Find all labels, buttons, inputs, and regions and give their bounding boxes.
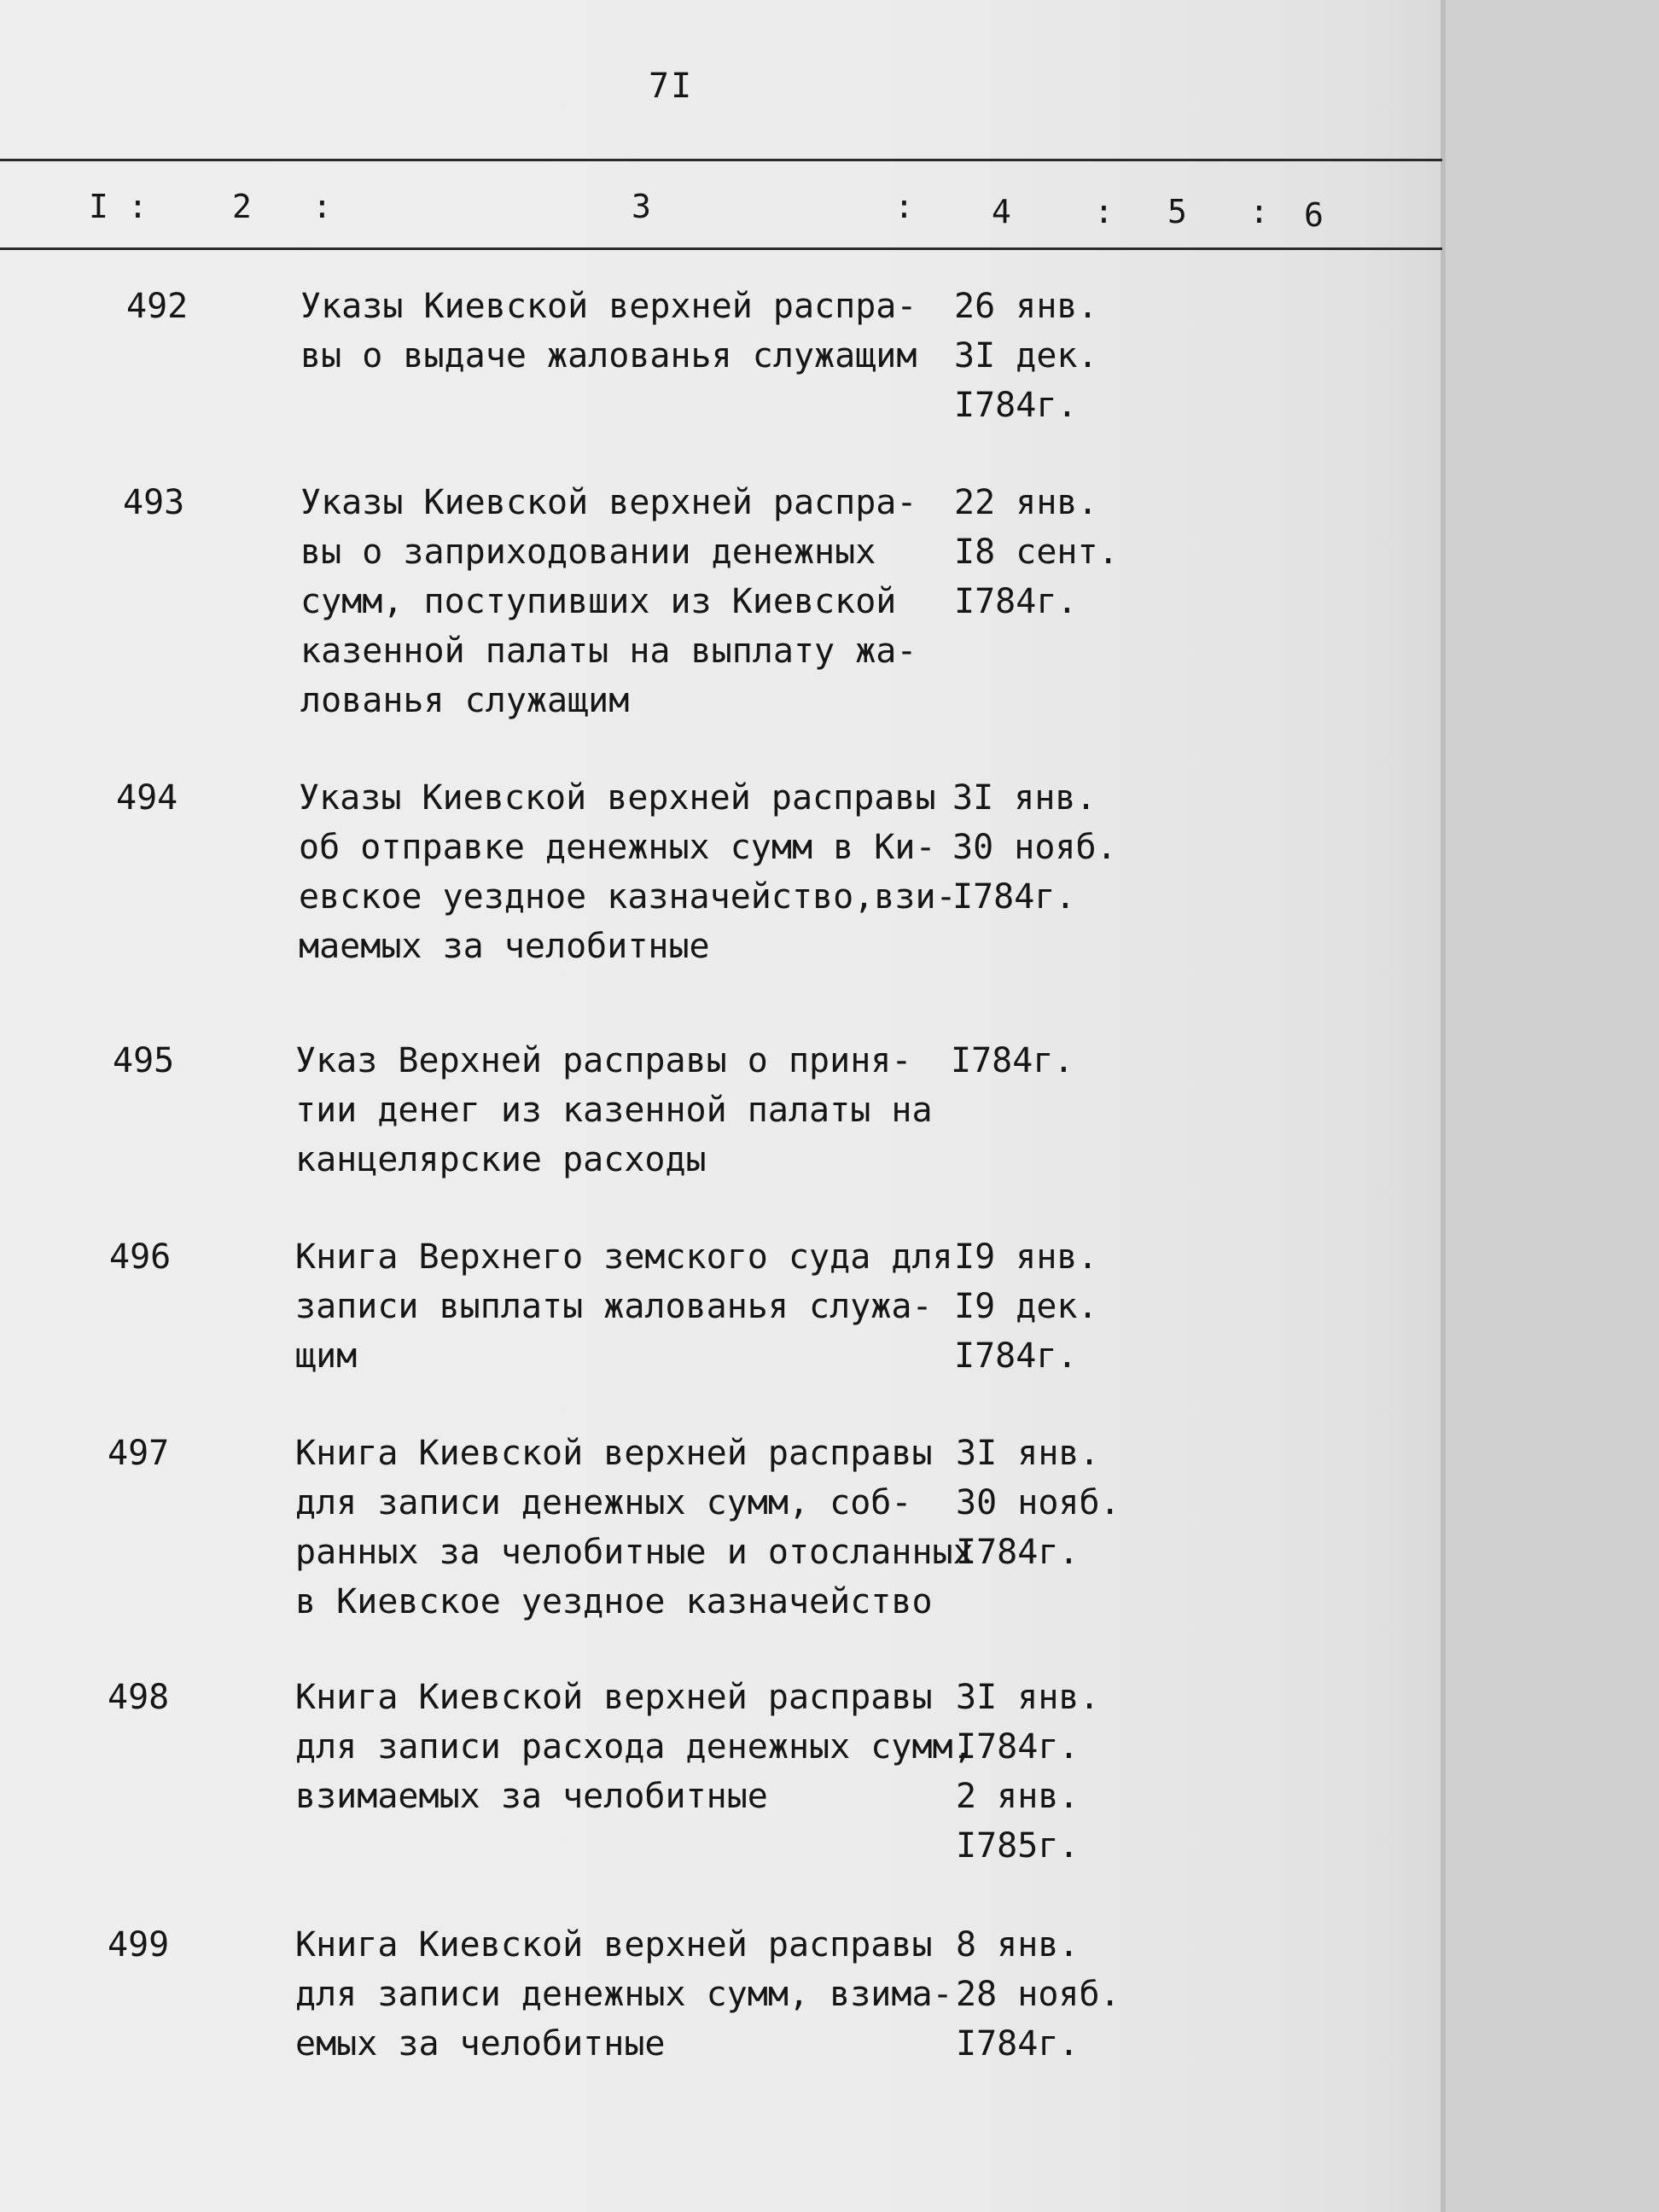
header-rule-bottom — [0, 247, 1442, 250]
entry-title-line: канцелярские расходы — [295, 1140, 707, 1179]
entry-title — [295, 1429, 974, 1627]
entry-date-line: I785г. — [956, 1826, 1080, 1866]
entry-title-line: в Киевское уездное казначейство — [295, 1582, 933, 1621]
entry-dates — [956, 1920, 1161, 2069]
column-header-5: 5 — [1167, 193, 1187, 230]
entry-number: 492 — [126, 287, 189, 326]
entry-date-line: 3I янв. — [952, 778, 1097, 818]
entry-title-line: Указы Киевской верхней распра- — [300, 287, 917, 326]
entry-dates — [954, 1232, 1159, 1381]
entry-title-line: вы о заприходовании денежных — [300, 533, 876, 572]
column-header-2: 2 — [232, 188, 252, 225]
entry-title — [295, 1673, 974, 1821]
entry-dates — [954, 478, 1159, 626]
entry-title-line: взимаемых за челобитные — [295, 1777, 768, 1816]
entry-date-line: 28 нояб. — [956, 1975, 1121, 2014]
column-header-1: I — [89, 188, 108, 225]
entry-title-line: для записи расхода денежных сумм, — [295, 1727, 974, 1767]
column-separator: : — [1094, 193, 1114, 230]
entry-date-line: I784г. — [954, 1336, 1078, 1376]
entry-title-line: Книга Верхнего земского суда для — [295, 1237, 953, 1277]
entry-title-line: для записи денежных сумм, соб- — [295, 1483, 912, 1522]
entry-number: 499 — [108, 1925, 170, 1965]
entry-title-line: сумм, поступивших из Киевской — [300, 582, 897, 621]
entry-date-line: I9 дек. — [954, 1287, 1098, 1326]
entry-number: 497 — [108, 1434, 170, 1473]
entry-title-line: евское уездное казначейство,взи- — [299, 877, 957, 917]
entry-title-line: тии денег из казенной палаты на — [295, 1091, 933, 1130]
entry-title — [300, 478, 966, 725]
entry-title-line: вы о выдаче жалованья служащим — [300, 336, 917, 375]
paper-edge — [1441, 0, 1446, 2212]
entry-title — [300, 282, 966, 381]
entry-title-line: лованья служащим — [300, 681, 630, 720]
entry-date-line: 3I янв. — [956, 1434, 1100, 1473]
entry-title-line: Книга Киевской верхней расправы — [295, 1434, 933, 1473]
entry-date-line: 22 янв. — [954, 483, 1098, 522]
entry-date-line: 30 нояб. — [952, 828, 1117, 867]
entry-title-line: ранных за челобитные и отосланных — [295, 1533, 974, 1572]
entry-title — [295, 1232, 961, 1381]
entry-number: 493 — [123, 483, 185, 522]
column-header-4: 4 — [992, 193, 1011, 230]
page-number: 7I — [649, 67, 694, 106]
column-separator: : — [894, 188, 914, 225]
entry-title-line: маемых за челобитные — [299, 927, 710, 966]
entry-date-line: I784г. — [954, 386, 1078, 425]
column-header-6: 6 — [1304, 196, 1324, 234]
entry-title — [295, 1036, 961, 1185]
entry-title-line: Указ Верхней расправы о приня- — [295, 1041, 912, 1080]
entry-title-line: об отправке денежных сумм в Ки- — [299, 828, 936, 867]
entry-title — [295, 1920, 961, 2069]
entry-title-line: Указы Киевской верхней распра- — [300, 483, 917, 522]
entry-date-line: I784г. — [951, 1041, 1074, 1080]
entry-date-line: I784г. — [954, 582, 1078, 621]
entry-title-line: записи выплаты жалованья служа- — [295, 1287, 933, 1326]
entry-date-line: 30 нояб. — [956, 1483, 1121, 1522]
entry-date-line: I9 янв. — [954, 1237, 1098, 1277]
entry-date-line: I8 сент. — [954, 533, 1119, 572]
entry-dates — [956, 1429, 1161, 1577]
entry-title-line: емых за челобитные — [295, 2024, 666, 2064]
column-header-3: 3 — [632, 188, 651, 225]
entry-number: 495 — [113, 1041, 175, 1080]
column-separator: : — [1249, 193, 1269, 230]
entry-date-line: I784г. — [952, 877, 1076, 917]
entry-date-line: I784г. — [956, 2024, 1080, 2064]
entry-date-line: 26 янв. — [954, 287, 1098, 326]
entry-number: 498 — [108, 1678, 170, 1717]
entry-title-line: Указы Киевской верхней расправы — [299, 778, 936, 818]
entry-number: 496 — [109, 1237, 172, 1277]
entry-dates — [951, 1036, 1155, 1086]
header-rule-top — [0, 159, 1442, 161]
entry-title-line: Книга Киевской верхней расправы — [295, 1678, 933, 1717]
entry-dates — [954, 282, 1159, 430]
entry-dates — [952, 773, 1157, 922]
entry-date-line: 3I дек. — [954, 336, 1098, 375]
entry-title — [299, 773, 964, 971]
entry-date-line: I784г. — [956, 1727, 1080, 1767]
column-separator: : — [128, 188, 148, 225]
entry-title-line: щим — [295, 1336, 358, 1376]
entry-date-line: 2 янв. — [956, 1777, 1080, 1816]
entry-date-line: 8 янв. — [956, 1925, 1080, 1965]
entry-title-line: Книга Киевской верхней расправы — [295, 1925, 933, 1965]
column-separator: : — [312, 188, 332, 225]
entry-title-line: для записи денежных сумм, взима- — [295, 1975, 953, 2014]
entry-dates — [956, 1673, 1161, 1871]
entry-number: 494 — [116, 778, 178, 818]
entry-date-line: I784г. — [956, 1533, 1080, 1572]
entry-title-line: казенной палаты на выплату жа- — [300, 632, 917, 671]
entry-date-line: 3I янв. — [956, 1678, 1100, 1717]
